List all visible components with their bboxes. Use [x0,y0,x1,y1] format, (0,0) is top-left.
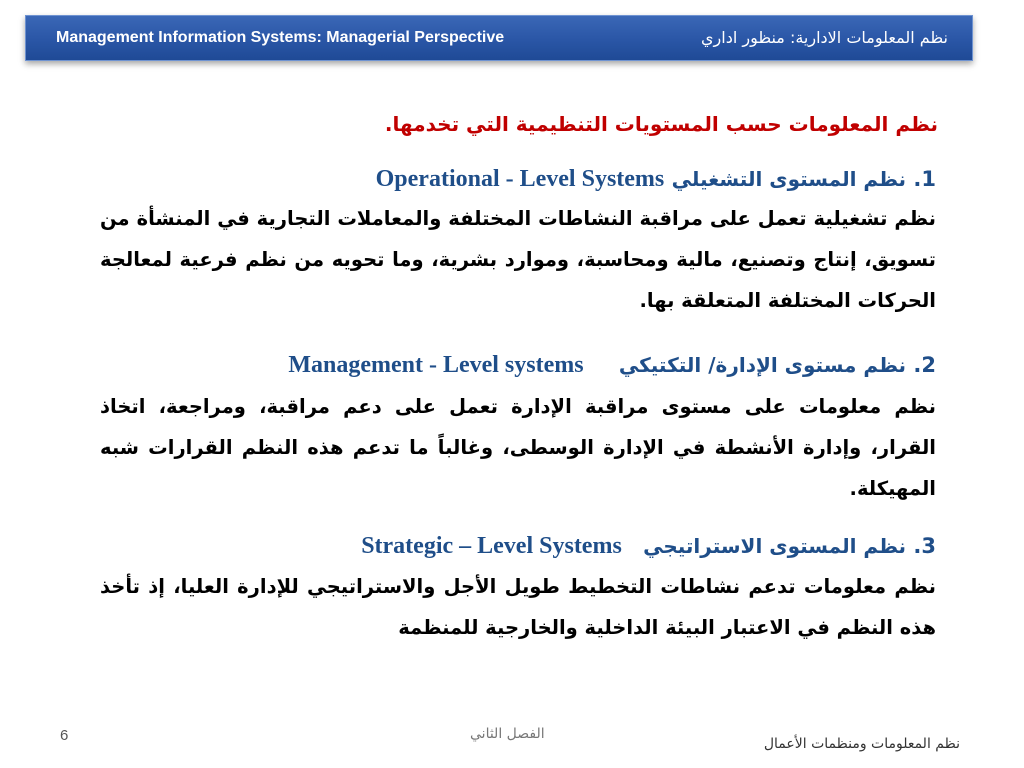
section-1-body: نظم تشغيلية تعمل على مراقبة النشاطات المختلفة والمعاملات التجارية في المنشأة من تسويق، إنتاج وتصنيع، مالية ومحاسبة، وموارد بشرية، وما تحويه من نظم فرعية لمعالجة الحركات المختلفة المتعلقة بها. [100,207,936,312]
header-title-ar: نظم المعلومات الادارية: منظور اداري [701,28,948,47]
footer-chapter: الفصل الثاني [470,726,545,742]
section-3-title-en: Strategic – Level Systems [361,533,622,559]
page-number: 6 [60,727,69,744]
section-1-title-en: Operational - Level Systems [375,166,665,192]
section-3-number: 3. [913,534,936,558]
section-1-title [376,166,936,193]
section-3-title [361,533,936,560]
header-bar [25,15,973,61]
header-title-en: Management Information Systems: Managerial Perspective [56,29,505,46]
section-1-title-ar: نظم المستوى التشغيلي [671,167,907,191]
section-3-body: نظم معلومات تدعم نشاطات التخطيط طويل الأجل والاستراتيجي للإدارة العليا، إذ تأخذ هذه النظم في الاعتبار البيئة الداخلية والخارجية للمنظمة [100,575,936,639]
section-2-number: 2. [913,353,936,377]
section-2-title [288,352,936,379]
section-1-number: 1. [913,167,936,191]
section-2-title-ar: نظم مستوى الإدارة/ التكتيكي [618,353,907,377]
section-3-title-ar: نظم المستوى الاستراتيجي [643,534,907,558]
footer-course: نظم المعلومات ومنظمات الأعمال [763,736,960,752]
slide-main-title: نظم المعلومات حسب المستويات التنظيمية التي تخدمها. [384,112,938,136]
section-2-body: نظم معلومات على مستوى مراقبة الإدارة تعمل على دعم مراقبة، ومراجعة، اتخاذ القرار، وإدارة الأنشطة في الإدارة الوسطى، وغالباً ما تدعم هذه النظم القرارات شبه المهيكلة. [100,395,936,500]
section-2-title-en: Management - Level systems [288,352,584,378]
